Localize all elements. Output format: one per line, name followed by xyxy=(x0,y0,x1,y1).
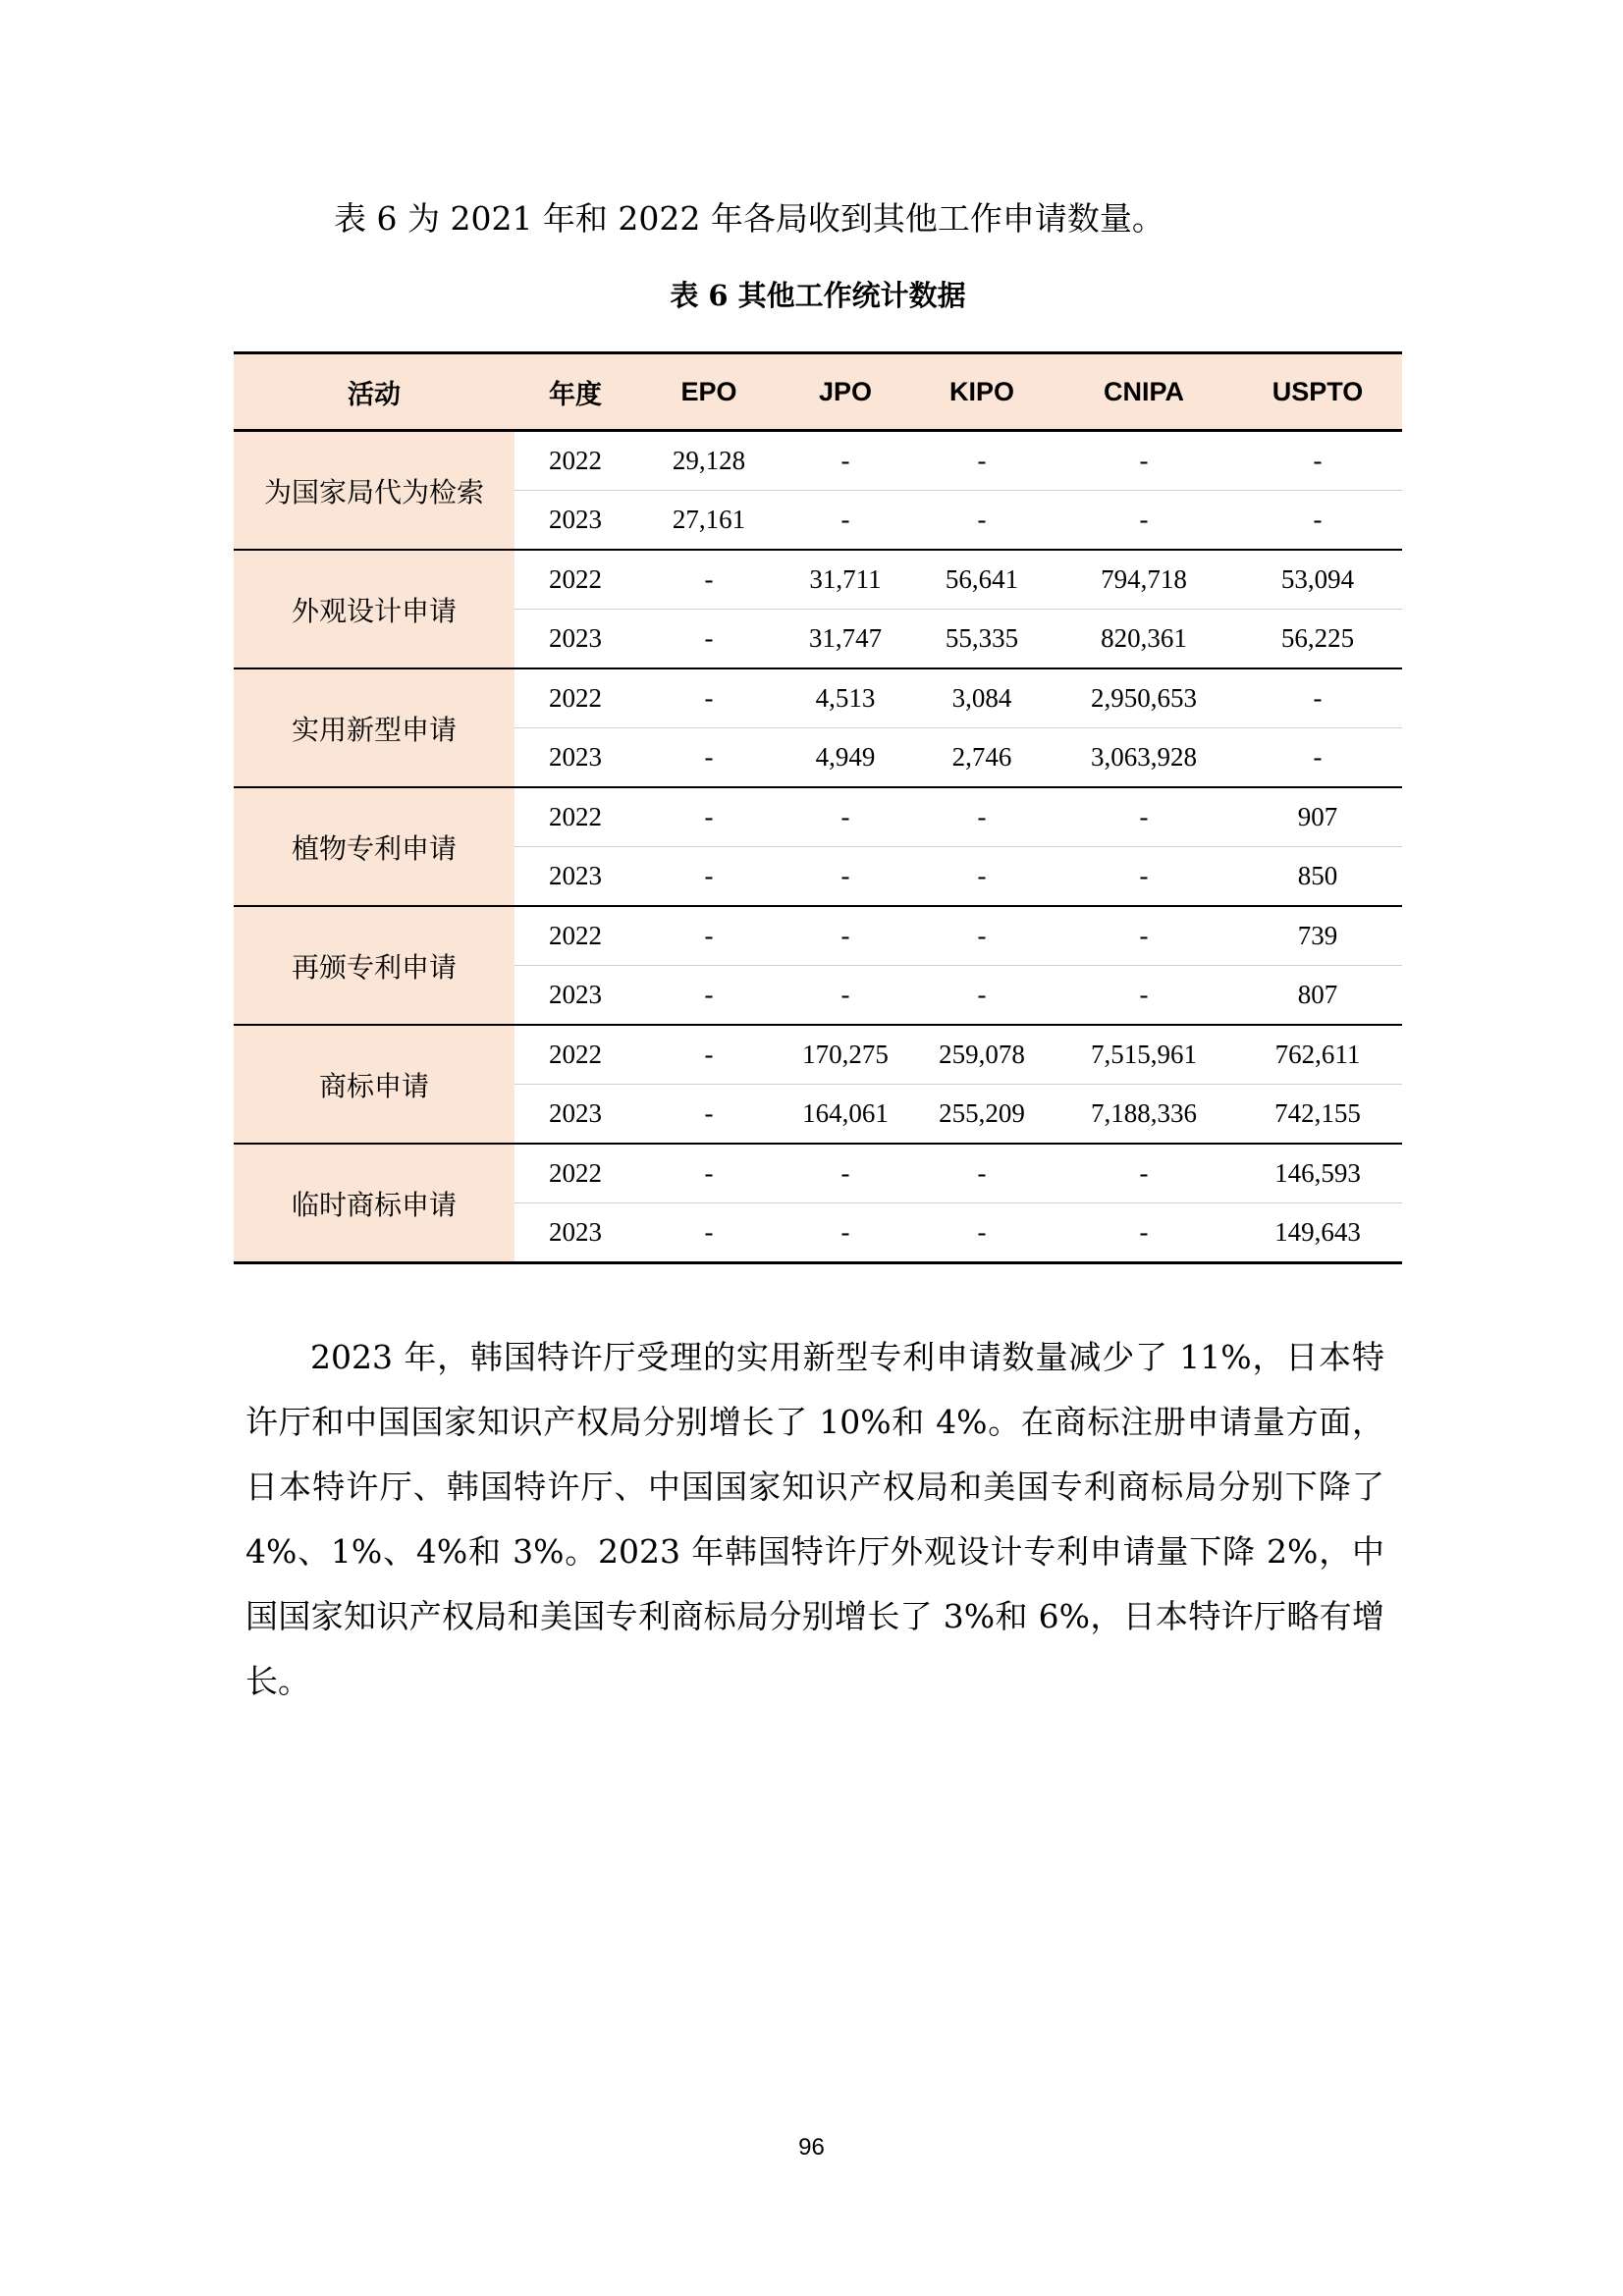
cnipa-cell: - xyxy=(1055,491,1233,551)
intro-sentence: 表 6 为 2021 年和 2022 年各局收到其他工作申请数量。 xyxy=(334,199,1164,238)
epo-cell: - xyxy=(636,1025,782,1085)
activity-cell: 为国家局代为检索 xyxy=(234,431,514,551)
cnipa-cell: - xyxy=(1055,431,1233,491)
year-cell: 2023 xyxy=(514,966,636,1026)
year-cell: 2023 xyxy=(514,728,636,788)
table-row xyxy=(234,787,1402,847)
table-row xyxy=(234,906,1402,966)
activity-cell: 植物专利申请 xyxy=(234,787,514,906)
jpo-cell: - xyxy=(782,1203,909,1263)
kipo-cell: - xyxy=(909,966,1055,1026)
cnipa-cell: - xyxy=(1055,847,1233,907)
epo-cell: - xyxy=(636,906,782,966)
statistics-table xyxy=(234,351,1402,1264)
table-row xyxy=(234,550,1402,610)
activity-cell: 外观设计申请 xyxy=(234,550,514,668)
activity-cell: 再颁专利申请 xyxy=(234,906,514,1025)
uspto-cell: - xyxy=(1233,668,1402,728)
uspto-cell: 807 xyxy=(1233,966,1402,1026)
epo-cell: - xyxy=(636,728,782,788)
cnipa-cell: - xyxy=(1055,966,1233,1026)
year-cell: 2022 xyxy=(514,668,636,728)
cnipa-cell: 3,063,928 xyxy=(1055,728,1233,788)
year-cell: 2022 xyxy=(514,787,636,847)
epo-cell: 27,161 xyxy=(636,491,782,551)
uspto-cell: 742,155 xyxy=(1233,1085,1402,1145)
header-kipo: KIPO xyxy=(909,353,1055,431)
cnipa-cell: - xyxy=(1055,1144,1233,1203)
uspto-cell: 907 xyxy=(1233,787,1402,847)
kipo-cell: 3,084 xyxy=(909,668,1055,728)
jpo-cell: - xyxy=(782,1144,909,1203)
activity-cell: 商标申请 xyxy=(234,1025,514,1144)
year-cell: 2023 xyxy=(514,1203,636,1263)
epo-cell: - xyxy=(636,1085,782,1145)
jpo-cell: 170,275 xyxy=(782,1025,909,1085)
epo-cell: 29,128 xyxy=(636,431,782,491)
jpo-cell: - xyxy=(782,906,909,966)
year-cell: 2022 xyxy=(514,1144,636,1203)
jpo-cell: - xyxy=(782,787,909,847)
jpo-cell: 164,061 xyxy=(782,1085,909,1145)
jpo-cell: 31,747 xyxy=(782,610,909,669)
jpo-cell: 4,513 xyxy=(782,668,909,728)
activity-cell: 临时商标申请 xyxy=(234,1144,514,1263)
jpo-cell: - xyxy=(782,966,909,1026)
uspto-cell: 53,094 xyxy=(1233,550,1402,610)
activity-cell: 实用新型申请 xyxy=(234,668,514,787)
kipo-cell: - xyxy=(909,1144,1055,1203)
jpo-cell: 31,711 xyxy=(782,550,909,610)
epo-cell: - xyxy=(636,1144,782,1203)
table-row xyxy=(234,431,1402,491)
kipo-cell: - xyxy=(909,431,1055,491)
kipo-cell: 55,335 xyxy=(909,610,1055,669)
uspto-cell: 146,593 xyxy=(1233,1144,1402,1203)
year-cell: 2022 xyxy=(514,1025,636,1085)
year-cell: 2022 xyxy=(514,550,636,610)
kipo-cell: 56,641 xyxy=(909,550,1055,610)
jpo-cell: - xyxy=(782,847,909,907)
table-row xyxy=(234,1025,1402,1085)
epo-cell: - xyxy=(636,966,782,1026)
kipo-cell: - xyxy=(909,847,1055,907)
epo-cell: - xyxy=(636,847,782,907)
kipo-cell: - xyxy=(909,1203,1055,1263)
epo-cell: - xyxy=(636,1203,782,1263)
page-number: 96 xyxy=(798,2134,825,2161)
epo-cell: - xyxy=(636,550,782,610)
uspto-cell: - xyxy=(1233,491,1402,551)
header-cnipa: CNIPA xyxy=(1055,353,1233,431)
uspto-cell: 739 xyxy=(1233,906,1402,966)
table-row xyxy=(234,1144,1402,1203)
jpo-cell: 4,949 xyxy=(782,728,909,788)
jpo-cell: - xyxy=(782,431,909,491)
table-row xyxy=(234,668,1402,728)
kipo-cell: - xyxy=(909,787,1055,847)
epo-cell: - xyxy=(636,610,782,669)
cnipa-cell: - xyxy=(1055,787,1233,847)
kipo-cell: 255,209 xyxy=(909,1085,1055,1145)
year-cell: 2022 xyxy=(514,431,636,491)
cnipa-cell: 2,950,653 xyxy=(1055,668,1233,728)
year-cell: 2023 xyxy=(514,847,636,907)
cnipa-cell: 794,718 xyxy=(1055,550,1233,610)
uspto-cell: - xyxy=(1233,431,1402,491)
analysis-paragraph: 2023 年，韩国特许厅受理的实用新型专利申请数量减少了 11%，日本特许厅和中国国家知识产权局分别增长了 10%和 4%。在商标注册申请量方面，日本特许厅、韩国特许厅、中国国家知识产权局和美国专利商标局分别下降了 4%、1%、4%和 3%。2023 年韩国特许厅外观设计专利申请量下降 2%，中国国家知识产权局和美国专利商标局分别增长了 3%和 6%，日本特许厅略有增长。 xyxy=(245,1338,1384,1700)
table-caption: 表 6 其他工作统计数据 xyxy=(670,279,966,312)
header-year: 年度 xyxy=(514,353,636,431)
epo-cell: - xyxy=(636,787,782,847)
kipo-cell: - xyxy=(909,906,1055,966)
cnipa-cell: - xyxy=(1055,1203,1233,1263)
table-header-row xyxy=(234,353,1402,431)
kipo-cell: 259,078 xyxy=(909,1025,1055,1085)
uspto-cell: 762,611 xyxy=(1233,1025,1402,1085)
year-cell: 2022 xyxy=(514,906,636,966)
year-cell: 2023 xyxy=(514,491,636,551)
uspto-cell: - xyxy=(1233,728,1402,788)
uspto-cell: 149,643 xyxy=(1233,1203,1402,1263)
cnipa-cell: 7,515,961 xyxy=(1055,1025,1233,1085)
header-jpo: JPO xyxy=(782,353,909,431)
cnipa-cell: - xyxy=(1055,906,1233,966)
jpo-cell: - xyxy=(782,491,909,551)
epo-cell: - xyxy=(636,668,782,728)
year-cell: 2023 xyxy=(514,1085,636,1145)
kipo-cell: - xyxy=(909,491,1055,551)
year-cell: 2023 xyxy=(514,610,636,669)
header-activity: 活动 xyxy=(234,353,514,431)
uspto-cell: 56,225 xyxy=(1233,610,1402,669)
cnipa-cell: 820,361 xyxy=(1055,610,1233,669)
kipo-cell: 2,746 xyxy=(909,728,1055,788)
cnipa-cell: 7,188,336 xyxy=(1055,1085,1233,1145)
header-epo: EPO xyxy=(636,353,782,431)
header-uspto: USPTO xyxy=(1233,353,1402,431)
uspto-cell: 850 xyxy=(1233,847,1402,907)
